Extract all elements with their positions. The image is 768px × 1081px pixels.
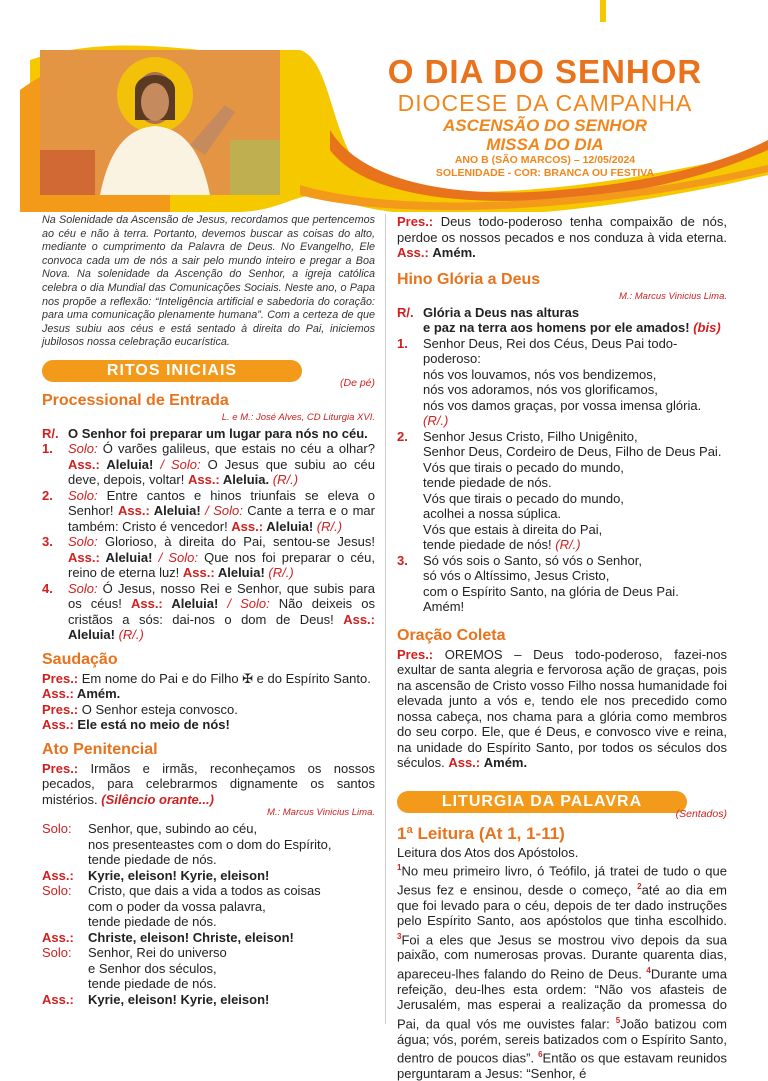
speaker-label — [42, 852, 88, 868]
kyrie-text: Christe, eleison! Christe, eleison! — [88, 929, 294, 945]
speaker-label: Ass.: — [130, 596, 163, 612]
header — [0, 0, 768, 212]
speaker-label: Ass.: — [448, 755, 481, 770]
verse — [42, 441, 375, 488]
verse-number: 4 — [646, 965, 651, 975]
kyrie-text: com o poder da vossa palavra, — [88, 898, 266, 914]
dialogue-line — [42, 671, 375, 687]
speaker-label: (R/.) — [272, 472, 299, 488]
diocese-name: DIOCESE DA CAMPANHA — [397, 90, 693, 116]
speaker-label: (R/.) — [268, 565, 294, 581]
gloria-text: Vós que tirais o pecado do mundo, — [423, 490, 624, 506]
speaker-label — [42, 961, 88, 977]
verse-number: 3. — [42, 534, 53, 550]
verse-text: João batizou com água; vós, porém, sereis batizados com o Espírito Santo, dentro de poucos dias”. — [397, 1016, 727, 1066]
speaker-label: / Solo: — [205, 503, 243, 519]
speaker-label: / Solo: — [158, 549, 198, 565]
speaker-label: (R/.) — [316, 518, 343, 534]
verse-body — [68, 488, 375, 535]
speaker-label: Solo: — [68, 441, 98, 457]
dialogue-text: Em nome do Pai e do Filho ✠ e do Espírito Santo. — [78, 670, 371, 686]
verse-text: Durante uma refeição, deu-lhes esta ordem: “Não vos afasteis de Jerusalém, mas esperai a realização da promessa do Pai, da qual vós me ouvistes falar: — [397, 966, 727, 1032]
gloria-text: Amém! — [423, 599, 465, 614]
gloria-text: Senhor Jesus Cristo, Filho Unigênito, — [423, 428, 638, 444]
gloria-text: Senhor Deus, Cordeiro de Deus, Filho de Deus Pai. — [423, 444, 722, 459]
speaker-label: Pres.: — [42, 701, 79, 717]
ato-invitation — [42, 761, 375, 808]
verse-number — [397, 460, 423, 476]
absolution — [397, 214, 727, 261]
verse-number — [397, 537, 423, 553]
dialogue-text: O Senhor esteja convosco. — [78, 701, 238, 717]
kyrie-line — [42, 868, 375, 884]
posture-note: (De pé) — [339, 376, 375, 389]
speaker-label: Ass.: — [397, 245, 429, 260]
verse-text: Cante a terra e o mar também: Cristo é vencedor! — [68, 503, 375, 534]
verse-number — [397, 382, 423, 398]
band-label: RITOS INICIAIS — [42, 360, 302, 382]
speaker-label: Solo: — [42, 883, 72, 899]
gloria-line — [397, 382, 727, 398]
verse-text: Ó Jesus, nosso Rei e Senhor, que subis para os céus! — [68, 580, 375, 612]
verse-text: Aleluia! — [162, 596, 228, 612]
gloria-text: Só vós sois o Santo, só vós o Senhor, — [423, 552, 642, 568]
gloria-text: tende piedade de nós. — [423, 475, 552, 490]
gloria-line — [397, 506, 727, 522]
kyrie-line — [42, 821, 375, 837]
verse-number: 2. — [397, 428, 408, 444]
gloria-line — [397, 367, 727, 383]
gloria-text: com o Espírito Santo, na glória de Deus Pai. — [423, 583, 679, 599]
gloria-text: nós vos damos graças, por vossa imensa glória. (R/.) — [423, 397, 702, 428]
kyrie-text: Senhor, que, subindo ao céu, — [88, 821, 258, 837]
verse-number — [397, 568, 423, 584]
verse-number: 1. — [42, 441, 53, 457]
verse-body — [68, 441, 375, 488]
verse-number: 2. — [42, 487, 53, 503]
band-label: LITURGIA DA PALAVRA — [397, 791, 687, 813]
gloria-text: Senhor Deus, Rei dos Céus, Deus Pai todo-poderoso: — [423, 335, 678, 366]
verse-text: Glorioso, à direita do Pai, sentou-se Jesus! — [97, 534, 375, 550]
dialogue-text: Amém. — [73, 686, 121, 702]
gloria-line — [397, 568, 727, 584]
kyrie-text: tende piedade de nós. — [88, 976, 217, 992]
refrain-text: e paz na terra aos homens por ele amados! — [423, 320, 690, 335]
christ-ascension-artwork — [40, 50, 280, 195]
gloria-text: Vós que estais à direita do Pai, — [423, 521, 603, 537]
gloria-text: nós vos adoramos, nós vos glorificamos, — [423, 382, 658, 397]
verse-text: Não deixeis os cristãos a sós: dai-nos o dom de Deus! — [68, 596, 375, 627]
speaker-label — [42, 976, 88, 992]
gloria-line — [397, 522, 727, 538]
speaker-label: Ass.: — [42, 867, 74, 883]
verse-number — [397, 522, 423, 538]
speaker-label: Pres.: — [397, 214, 434, 229]
verse-number: 5 — [615, 1015, 621, 1025]
speaker-label: Solo: — [68, 534, 98, 550]
dialogue-text: Ele está no meio de nós! — [73, 717, 230, 733]
refrain — [42, 426, 375, 442]
verse-number — [397, 444, 423, 460]
verse-number — [397, 506, 423, 522]
refrain-label: R/. — [397, 304, 414, 320]
gloria-line — [397, 491, 727, 507]
speaker-label: Ass.: — [343, 611, 375, 627]
kyrie-line — [42, 837, 375, 853]
section-title: Saudação — [42, 650, 118, 668]
kyrie-line — [42, 992, 375, 1008]
section-title: Processional de Entrada — [42, 391, 229, 409]
gloria-line — [397, 398, 727, 429]
verse-number: 6 — [538, 1050, 543, 1060]
verse-text: Aleluia! — [149, 503, 206, 519]
mass-title: MISSA DO DIA — [486, 135, 604, 154]
verse-number: 4. — [42, 580, 53, 596]
speaker-label: / Solo: — [227, 596, 270, 612]
verse-number — [397, 584, 423, 600]
gloria-refrain — [397, 305, 727, 321]
speaker-label: Ass.: — [68, 456, 100, 472]
gloria-line — [397, 475, 727, 491]
section-band-liturgia — [397, 791, 727, 820]
speaker-label: Pres.: — [42, 670, 79, 686]
left-column — [42, 214, 375, 1007]
gloria-line — [397, 336, 727, 367]
kyrie-text: tende piedade de nós. — [88, 852, 217, 868]
speaker-label: Solo: — [42, 945, 72, 961]
gloria-text: Vós que tirais o pecado do mundo, — [423, 459, 624, 475]
column-divider — [385, 214, 386, 1024]
intro-paragraph: Na Solenidade da Ascensão de Jesus, recordamos que pertencemos ao céu e não à terra. Portanto, devemos buscar as coisas do alto, mediante o cumprimento da Palavra de Deus. No Evangelho, Ele convoca cada um de nós a sair pelo mundo inteiro e pregar a Boa Nova. Na solenidade da Ascenção do Senhor, a igreja católica celebra o dia Mundial das Comunicações Sociais. Neste ano, o Papa nos propõe a reflexão: “Inteligência artificial e sabedoria do coração: para uma comunicação plenamente humana”. Com a certeza de que Jesus subiu aos céus e está sentado à direita do Pai, iniciemos jubilosos nossa celebração eucarística. — [42, 214, 375, 349]
speaker-label: Ass.: — [42, 991, 74, 1007]
verse-number — [397, 367, 423, 383]
verse-text: Entre cantos e hinos triunfais se eleva o Senhor! — [68, 487, 375, 519]
speaker-label: Ass.: — [117, 503, 150, 519]
kyrie-line — [42, 976, 375, 992]
speaker-label: Ass.: — [187, 472, 220, 488]
saudacao-lines — [42, 671, 375, 733]
speaker-label: Solo: — [42, 821, 72, 837]
kyrie-line — [42, 961, 375, 977]
verse-number — [397, 491, 423, 507]
reading-intro: Leitura dos Atos dos Apóstolos. — [397, 844, 579, 860]
credit: M.: Marcus Vinicius Lima. — [266, 807, 375, 819]
verse — [42, 488, 375, 535]
verse-number: 3 — [397, 931, 402, 941]
gloria-verses — [397, 336, 727, 615]
verse-text: Ó varões galileus, que estais no céu a olhar? — [97, 441, 375, 457]
section-title: Hino Glória a Deus — [397, 270, 541, 288]
speaker-label: Solo: — [68, 580, 98, 596]
kyrie-text: e Senhor dos séculos, — [88, 960, 217, 976]
refrain-text: O Senhor foi preparar um lugar para nós no céu. — [68, 425, 368, 441]
kyrie-text: Kyrie, eleison! Kyrie, eleison! — [88, 991, 270, 1007]
posture-note: (Sentados) — [675, 807, 727, 820]
dialogue-line — [42, 717, 375, 733]
kyrie-text: nos presenteastes com o dom do Espírito, — [88, 836, 332, 852]
verse-number — [397, 599, 423, 615]
section-title: Ato Penitencial — [42, 740, 158, 758]
liturgical-year: ANO B (SÃO MARCOS) – 12/05/2024 — [454, 154, 636, 166]
kyrie-line — [42, 852, 375, 868]
verse-number — [397, 475, 423, 491]
credit: M.: Marcus Vinicius Lima. — [618, 290, 727, 302]
verse-number: 1 — [397, 863, 402, 872]
verse — [42, 534, 375, 581]
speaker-label: Ass.: — [231, 518, 264, 534]
invitation-text: Irmãos e irmãs, reconheçamos os nossos pecados, para celebrarmos dignamente os santos mistérios. — [42, 760, 375, 807]
kyrie-text: Cristo, que dais a vida a todos as coisas — [88, 883, 321, 899]
dialogue-line — [42, 702, 375, 718]
verse-text: Que nos foi preparar o céu, reino de eterna luz! — [68, 549, 376, 581]
solemnity-color: SOLENIDADE - COR: BRANCA OU FESTIVA — [435, 167, 655, 179]
verse-text: O Jesus que subiu ao céu deve, depois, voltar! — [68, 456, 376, 488]
gloria-line — [397, 444, 727, 460]
credit: L. e M.: José Alves, CD Liturgia XVI. — [221, 411, 375, 423]
verse-number: 3. — [397, 552, 408, 568]
coleta-text — [397, 647, 727, 771]
speaker-label: Ass.: — [68, 549, 100, 565]
speaker-label: Solo: — [68, 487, 98, 503]
gloria-line — [397, 553, 727, 569]
speaker-label: Ass.: — [42, 686, 74, 702]
verse-body — [68, 581, 375, 643]
reading-text — [397, 860, 727, 1081]
response-text: Amém. — [432, 245, 476, 260]
processional-verses — [42, 441, 375, 643]
feast-title: ASCENSÃO DO SENHOR — [442, 116, 648, 135]
speaker-label: Ass.: — [42, 717, 74, 733]
verse-body — [68, 534, 375, 581]
verse-text: Aleluia! — [68, 627, 119, 643]
speaker-label: Pres.: — [397, 646, 434, 662]
kyrie-text: Kyrie, eleison! Kyrie, eleison! — [88, 867, 270, 883]
speaker-label — [42, 914, 88, 930]
kyrie-text: tende piedade de nós. — [88, 914, 217, 930]
gloria-line — [397, 460, 727, 476]
speaker-label: / Solo: — [160, 456, 201, 472]
speaker-label — [42, 837, 88, 853]
verse-text: Então os que estavam reunidos perguntaram a Jesus: “Senhor, é — [397, 1050, 727, 1081]
gloria-refrain-line2 — [397, 320, 727, 336]
gloria-text: tende piedade de nós! (R/.) — [423, 537, 581, 552]
gloria-line — [397, 584, 727, 600]
prayer-text: OREMOS – Deus todo-poderoso, fazei-nos exultar de santa alegria e fervorosa ação de graças, pois na ascensão de Cristo vosso Filho nossa humanidade foi elevada junto a vós e, tendo ele nos precedido como nossa cabeça, nos chama para a glória como membros do seu corpo. Ele, que é Deus, e convosco vive e reina, na unidade do Espírito Santo, por todos os séculos dos séculos. — [397, 646, 727, 770]
verse-text: No meu primeiro livro, ó Teófilo, já tratei de tudo o que Jesus fez e ensinou, desde o começo, — [397, 863, 727, 898]
verse-number — [397, 398, 423, 429]
verse-number: 1. — [397, 335, 408, 351]
verse-text: até ao dia em que foi levado para o céu, depois de ter dado instruções pelo Espírito Santo, aos apóstolos que tinha escolhido. — [397, 882, 727, 929]
speaker-label: Ass.: — [42, 929, 74, 945]
bis-note: (bis) — [693, 320, 721, 335]
verse-text: Aleluia! — [214, 565, 269, 581]
verse-text: Aleluia! — [263, 518, 317, 534]
section-title: Oração Coleta — [397, 626, 506, 644]
verse-text: Aleluia. — [219, 472, 273, 488]
page-title: O DIA DO SENHOR — [387, 53, 703, 90]
gloria-line — [397, 429, 727, 445]
dialogue-line — [42, 686, 375, 702]
kyrie-line — [42, 930, 375, 946]
gloria-text: nós vos louvamos, nós vos bendizemos, — [423, 366, 657, 382]
right-column — [397, 214, 727, 1081]
speaker-label: Pres.: — [42, 760, 79, 776]
response-text: Amém. — [483, 755, 528, 770]
verse-number: 2 — [637, 881, 642, 891]
gloria-line — [397, 599, 727, 615]
ato-lines — [42, 821, 375, 1007]
speaker-label — [42, 899, 88, 915]
speaker-label: Ass.: — [182, 565, 215, 581]
kyrie-line — [42, 883, 375, 899]
kyrie-line — [42, 899, 375, 915]
gloria-text: só vós o Altíssimo, Jesus Cristo, — [423, 568, 610, 583]
refrain-label: R/. — [42, 425, 59, 441]
section-band-ritos — [42, 360, 375, 389]
kyrie-line — [42, 945, 375, 961]
reading-title: 1ª Leitura (At 1, 1-11) — [397, 823, 565, 843]
gloria-text: acolhei a nossa súplica. — [423, 506, 562, 521]
gloria-line — [397, 537, 727, 553]
refrain-marker: (R/.) — [551, 537, 581, 552]
kyrie-text: Senhor, Rei do universo — [88, 945, 227, 961]
speaker-label: (R/.) — [118, 627, 144, 643]
verse-text: Aleluia! — [99, 549, 159, 565]
verse-text: Aleluia! — [99, 456, 161, 472]
absolution-text: Deus todo-poderoso tenha compaixão de nós, perdoe os nossos pecados e nos conduza à vida eterna. — [397, 214, 727, 245]
silence-note: (Silêncio orante...) — [101, 791, 214, 807]
kyrie-line — [42, 914, 375, 930]
verse — [42, 581, 375, 643]
refrain-marker: (R/.) — [423, 413, 449, 428]
refrain-text: Glória a Deus nas alturas — [423, 304, 580, 320]
verse-text: Foi a eles que Jesus se mostrou vivo depois da sua paixão, com numerosas provas. Durante quarenta dias, apareceu-lhes falando do Reino de Deus. — [397, 931, 727, 982]
